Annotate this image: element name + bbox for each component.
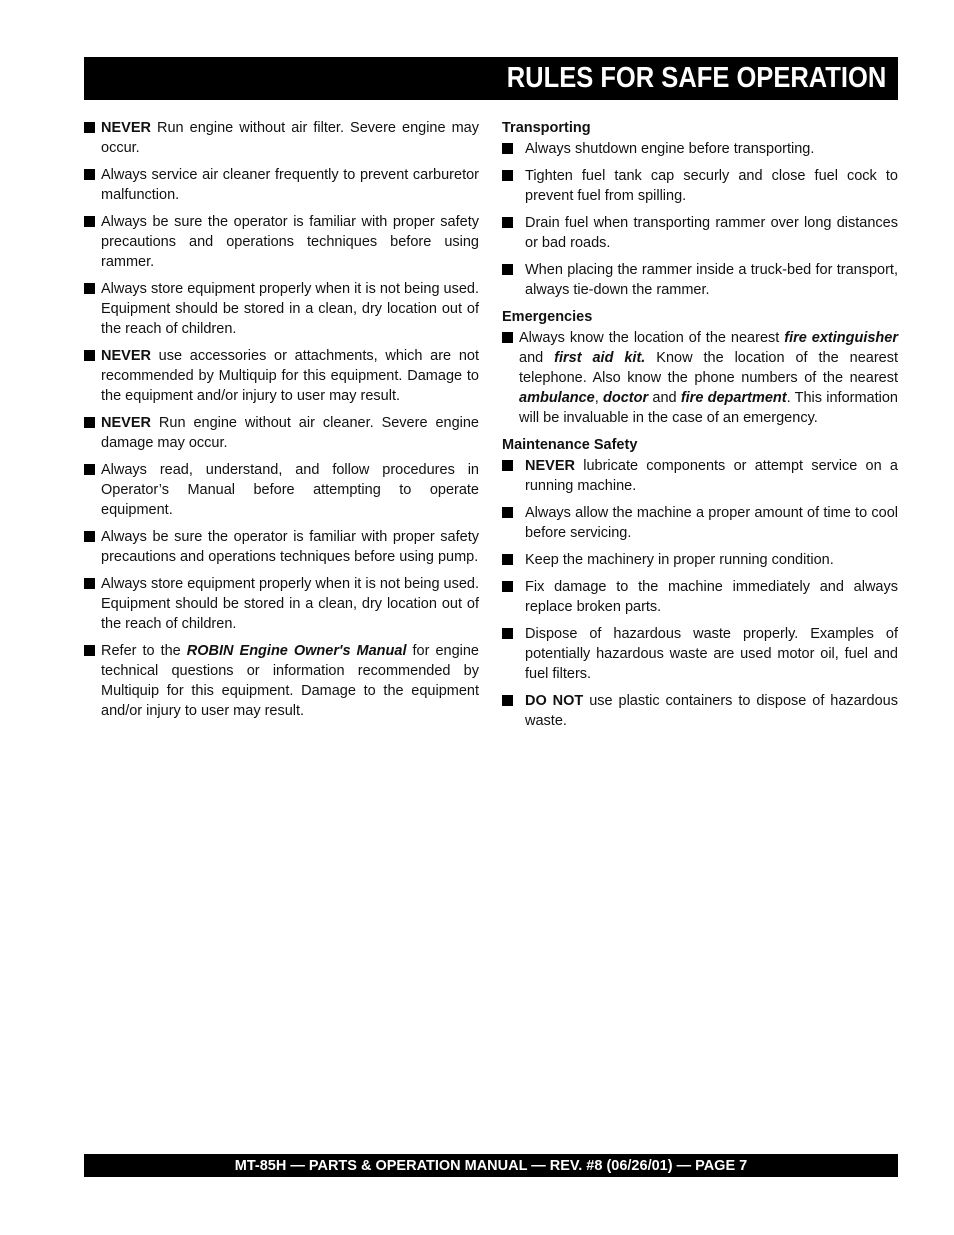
left-column bbox=[84, 118, 479, 728]
list-item: NEVER Run engine without air filter. Severe engine may occur. bbox=[84, 118, 479, 158]
list-item-emergencies: Always know the location of the nearest fire extinguisher and first aid kit. Know the location of the nearest telephone. Also know the phone numbers of the nearest ambulance, doctor and fire department. This information will be invaluable in the case of an emergency. bbox=[502, 328, 898, 428]
bullet-square-icon bbox=[502, 628, 513, 639]
list-item: Always shutdown engine before transporting. bbox=[502, 139, 898, 159]
list-item: NEVER Run engine without air cleaner. Severe engine damage may occur. bbox=[84, 413, 479, 453]
list-item-robin-manual: Refer to the ROBIN Engine Owner's Manual for engine technical questions or information recommended by Multiquip for this equipment. Damage to the equipment and/or injury to user may result. bbox=[84, 641, 479, 721]
list-item: Always allow the machine a proper amount of time to cool before servicing. bbox=[502, 503, 898, 543]
bullet-square-icon bbox=[502, 217, 513, 228]
bullet-square-icon bbox=[502, 143, 513, 154]
bullet-square-icon bbox=[84, 216, 95, 227]
list-item: Fix damage to the machine immediately and always replace broken parts. bbox=[502, 577, 898, 617]
list-item: When placing the rammer inside a truck-bed for transport, always tie-down the rammer. bbox=[502, 260, 898, 300]
page-title: RULES FOR SAFE OPERATION bbox=[506, 62, 886, 94]
list-item: Dispose of hazardous waste properly. Examples of potentially hazardous waste are used motor oil, fuel and fuel filters. bbox=[502, 624, 898, 684]
bullet-square-icon bbox=[502, 460, 513, 471]
bullet-square-icon bbox=[84, 464, 95, 475]
list-item: NEVER lubricate components or attempt service on a running machine. bbox=[502, 456, 898, 496]
bullet-square-icon bbox=[502, 264, 513, 275]
section-heading-transporting: Transporting bbox=[502, 120, 591, 136]
bullet-square-icon bbox=[84, 350, 95, 361]
bullet-square-icon bbox=[502, 507, 513, 518]
list-item: Tighten fuel tank cap securly and close fuel cock to prevent fuel from spilling. bbox=[502, 166, 898, 206]
footer-text: MT-85H — PARTS & OPERATION MANUAL — REV. #8 (06/26/01) — PAGE 7 bbox=[234, 1157, 748, 1174]
section-heading-maintenance: Maintenance Safety bbox=[502, 437, 638, 453]
list-item: Always read, understand, and follow procedures in Operator’s Manual before attempting to operate equipment. bbox=[84, 460, 479, 520]
list-item: Always store equipment properly when it is not being used. Equipment should be stored in a clean, dry location out of the reach of children. bbox=[84, 279, 479, 339]
bullet-square-icon bbox=[502, 695, 513, 706]
bullet-square-icon bbox=[502, 581, 513, 592]
right-column bbox=[502, 118, 898, 738]
section-heading-emergencies: Emergencies bbox=[502, 309, 593, 325]
footer-bar bbox=[84, 1154, 898, 1177]
bullet-square-icon bbox=[84, 578, 95, 589]
list-item: Drain fuel when transporting rammer over long distances or bad roads. bbox=[502, 213, 898, 253]
list-item: Always store equipment properly when it is not being used. Equipment should be stored in a clean, dry location out of the reach of children. bbox=[84, 574, 479, 634]
bullet-square-icon bbox=[84, 169, 95, 180]
bullet-square-icon bbox=[502, 554, 513, 565]
bullet-square-icon bbox=[502, 332, 513, 343]
title-bar bbox=[84, 57, 898, 100]
bullet-square-icon bbox=[502, 170, 513, 181]
list-item: NEVER use accessories or attachments, which are not recommended by Multiquip for this equipment. Damage to the equipment and/or injury to user may result. bbox=[84, 346, 479, 406]
bullet-square-icon bbox=[84, 417, 95, 428]
bullet-square-icon bbox=[84, 122, 95, 133]
list-item: Always service air cleaner frequently to prevent carburetor malfunction. bbox=[84, 165, 479, 205]
bullet-square-icon bbox=[84, 283, 95, 294]
list-item: Always be sure the operator is familiar with proper safety precautions and operations techniques before using pump. bbox=[84, 527, 479, 567]
list-item: Keep the machinery in proper running condition. bbox=[502, 550, 898, 570]
list-item: DO NOT use plastic containers to dispose of hazardous waste. bbox=[502, 691, 898, 731]
list-item: Always be sure the operator is familiar with proper safety precautions and operations techniques before using rammer. bbox=[84, 212, 479, 272]
bullet-square-icon bbox=[84, 531, 95, 542]
bullet-square-icon bbox=[84, 645, 95, 656]
